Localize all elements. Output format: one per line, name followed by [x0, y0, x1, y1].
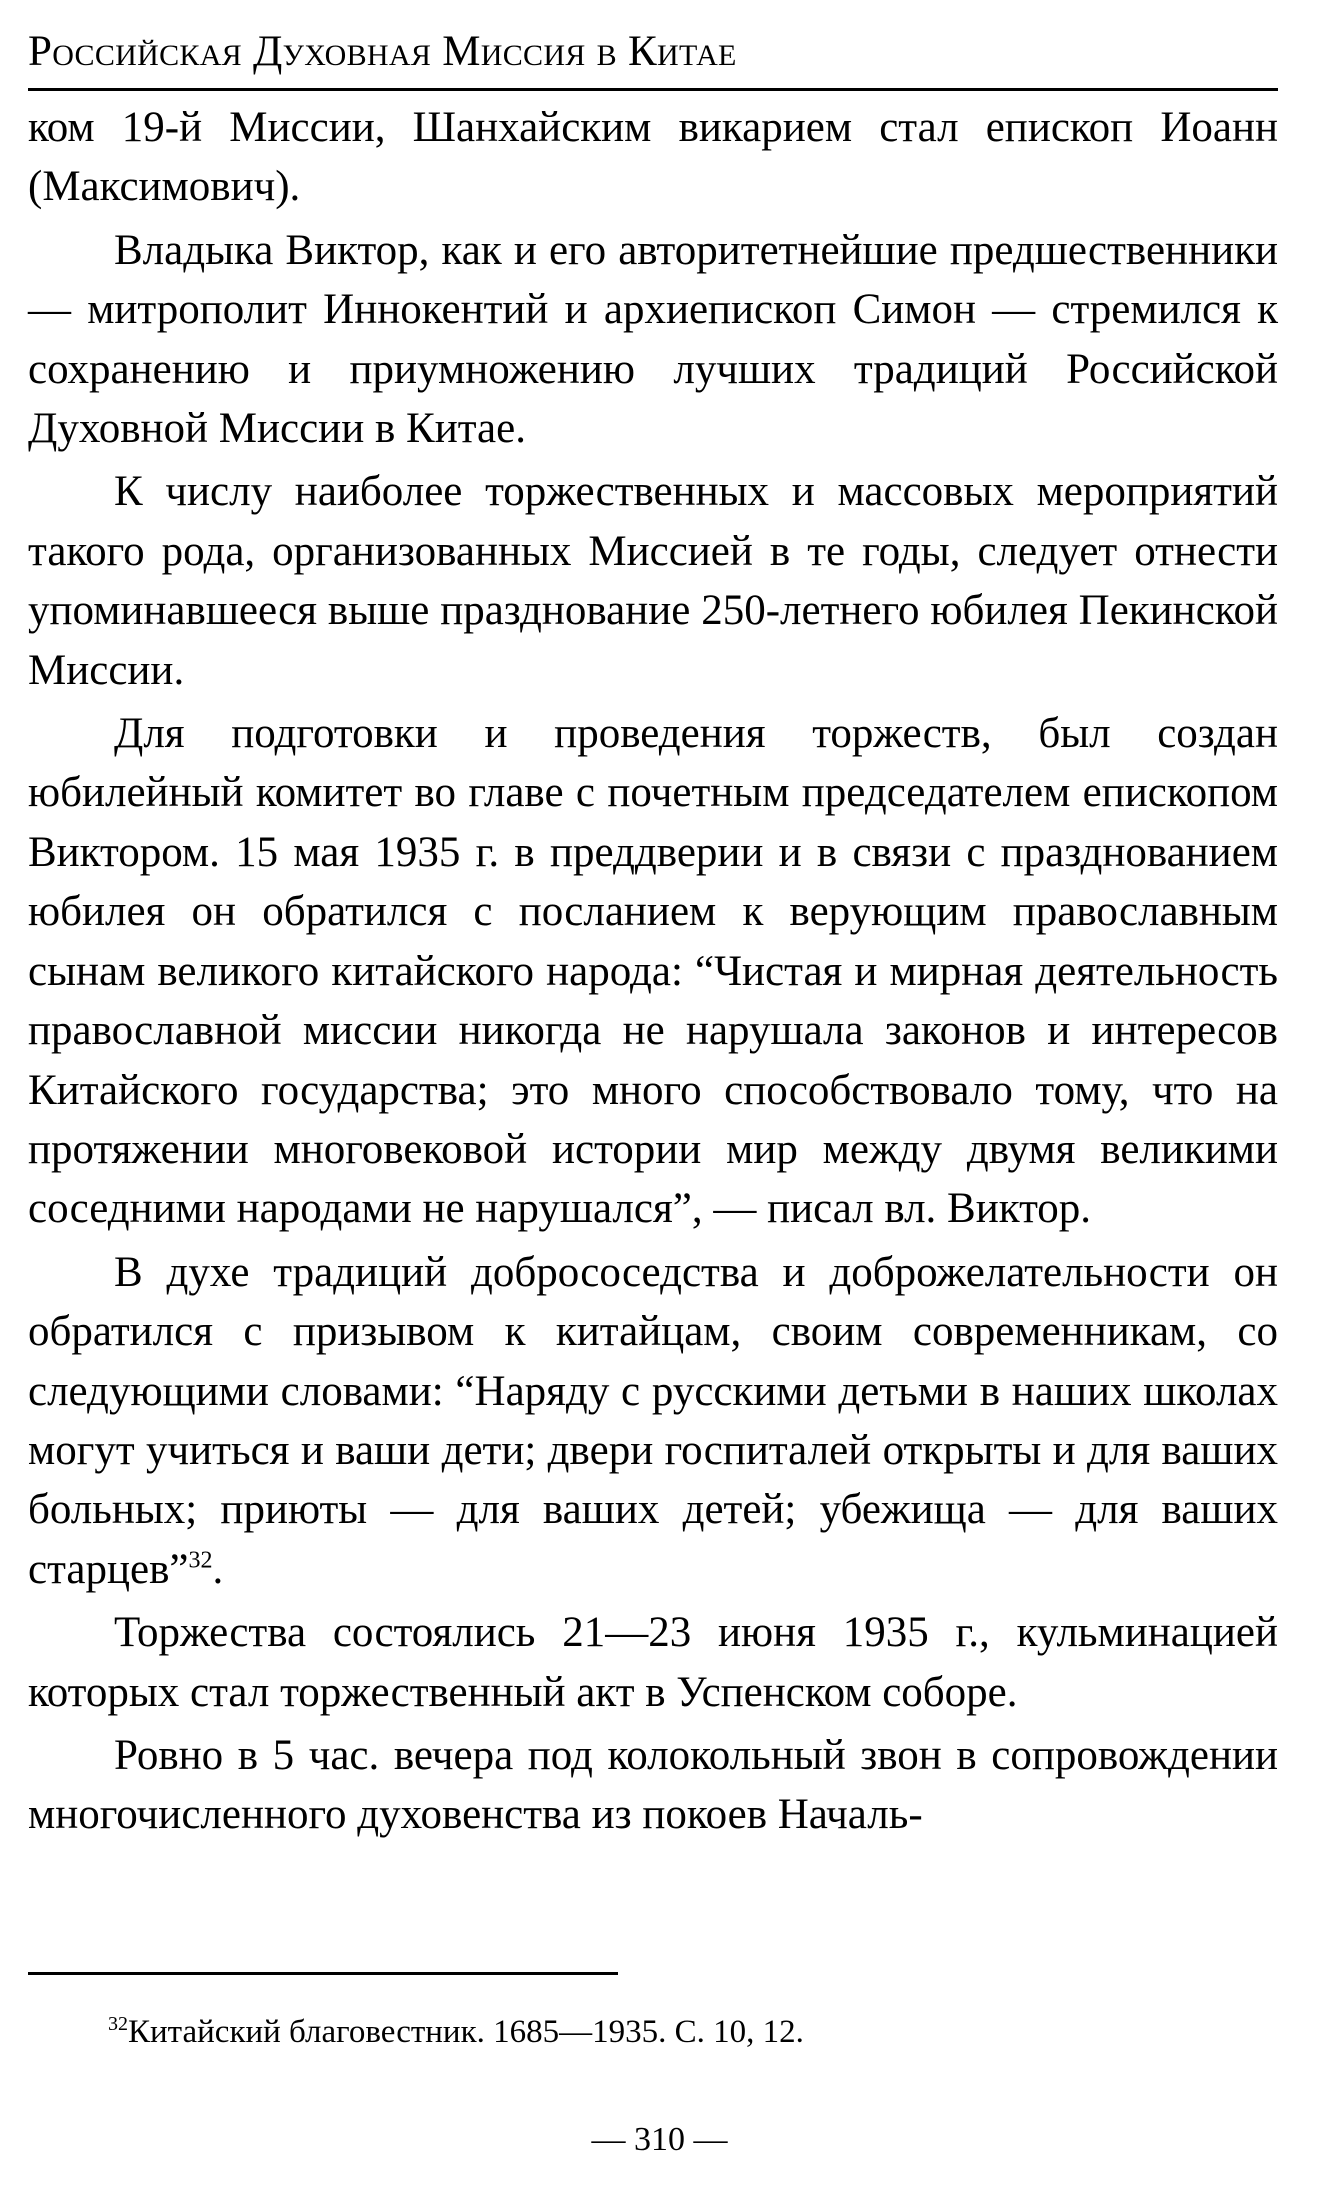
paragraph-continuation	[28, 98, 1278, 217]
paragraph	[28, 462, 1278, 700]
page-number: — 310 —	[591, 2121, 728, 2158]
paragraph-text: ком 19-й Миссии, Шанхайским викарием стал епископ Иоанн (Максимович).	[28, 104, 1278, 211]
paragraph	[28, 704, 1278, 1239]
paragraph	[28, 1726, 1278, 1845]
header-rule	[28, 88, 1278, 91]
footnote-reference[interactable]: 32	[188, 1547, 213, 1574]
paragraph-tail: .	[212, 1545, 224, 1593]
paragraph-text: Торжества состоялись 21—23 июня 1935 г., кульминацией которых стал торжественный акт в Успенском соборе.	[28, 1609, 1278, 1716]
paragraph-text: Ровно в 5 час. вечера под колокольный звон в сопровождении многочисленного духовенства из покоев Началь-	[28, 1731, 1278, 1839]
paragraph-text: Владыка Виктор, как и его авторитетнейшие предшественники — митрополит Иннокентий и архиепископ Симон — стремился к сохранению и приумножению лучших традиций Российской Духовной Миссии в Китае.	[28, 226, 1278, 453]
footnote-text: Китайский благовестник. 1685—1935. С. 10, 12.	[128, 2014, 804, 2050]
footnote-rule	[28, 1972, 618, 1975]
paragraph-text: В духе традиций добрососедства и доброжелательности он обратился с призывом к китайцам, своим современникам, со следующими словами: “Наряду с русскими детьми в наших школах могут учиться и ваши дети; двери госпиталей открыты и для ваших больных; приюты — для ваших детей; убежища — для ваших старцев”	[28, 1248, 1278, 1593]
footnote-number: 32	[108, 2013, 128, 2035]
paragraph	[28, 1603, 1278, 1722]
paragraph	[28, 221, 1278, 459]
paragraph	[28, 1243, 1278, 1599]
paragraph-text: Для подготовки и проведения торжеств, был создан юбилейный комитет во главе с почетным председателем епископом Виктором. 15 мая 1935 г. в преддверии и в связи с празднованием юбилея он обратился с посланием к верующим православным сынам великого китайского народа: “Чистая и мирная деятельность православной миссии никогда не нарушала законов и интересов Китайского государства; это много способствовало тому, что на протяжении многовековой истории мир между двумя великими соседними народами не нарушался”, — писал вл. Виктор.	[28, 710, 1278, 1233]
footnote	[108, 2010, 804, 2054]
paragraph-text: К числу наиболее торжественных и массовых мероприятий такого рода, организованных Миссией в те годы, следует отнести упоминавшееся выше празднование 250-летнего юбилея Пекинской Миссии.	[28, 468, 1278, 694]
body-text	[28, 98, 1278, 1849]
running-header-title: Российская Духовная Миссия в Китае	[28, 28, 737, 75]
running-header	[28, 22, 1278, 88]
